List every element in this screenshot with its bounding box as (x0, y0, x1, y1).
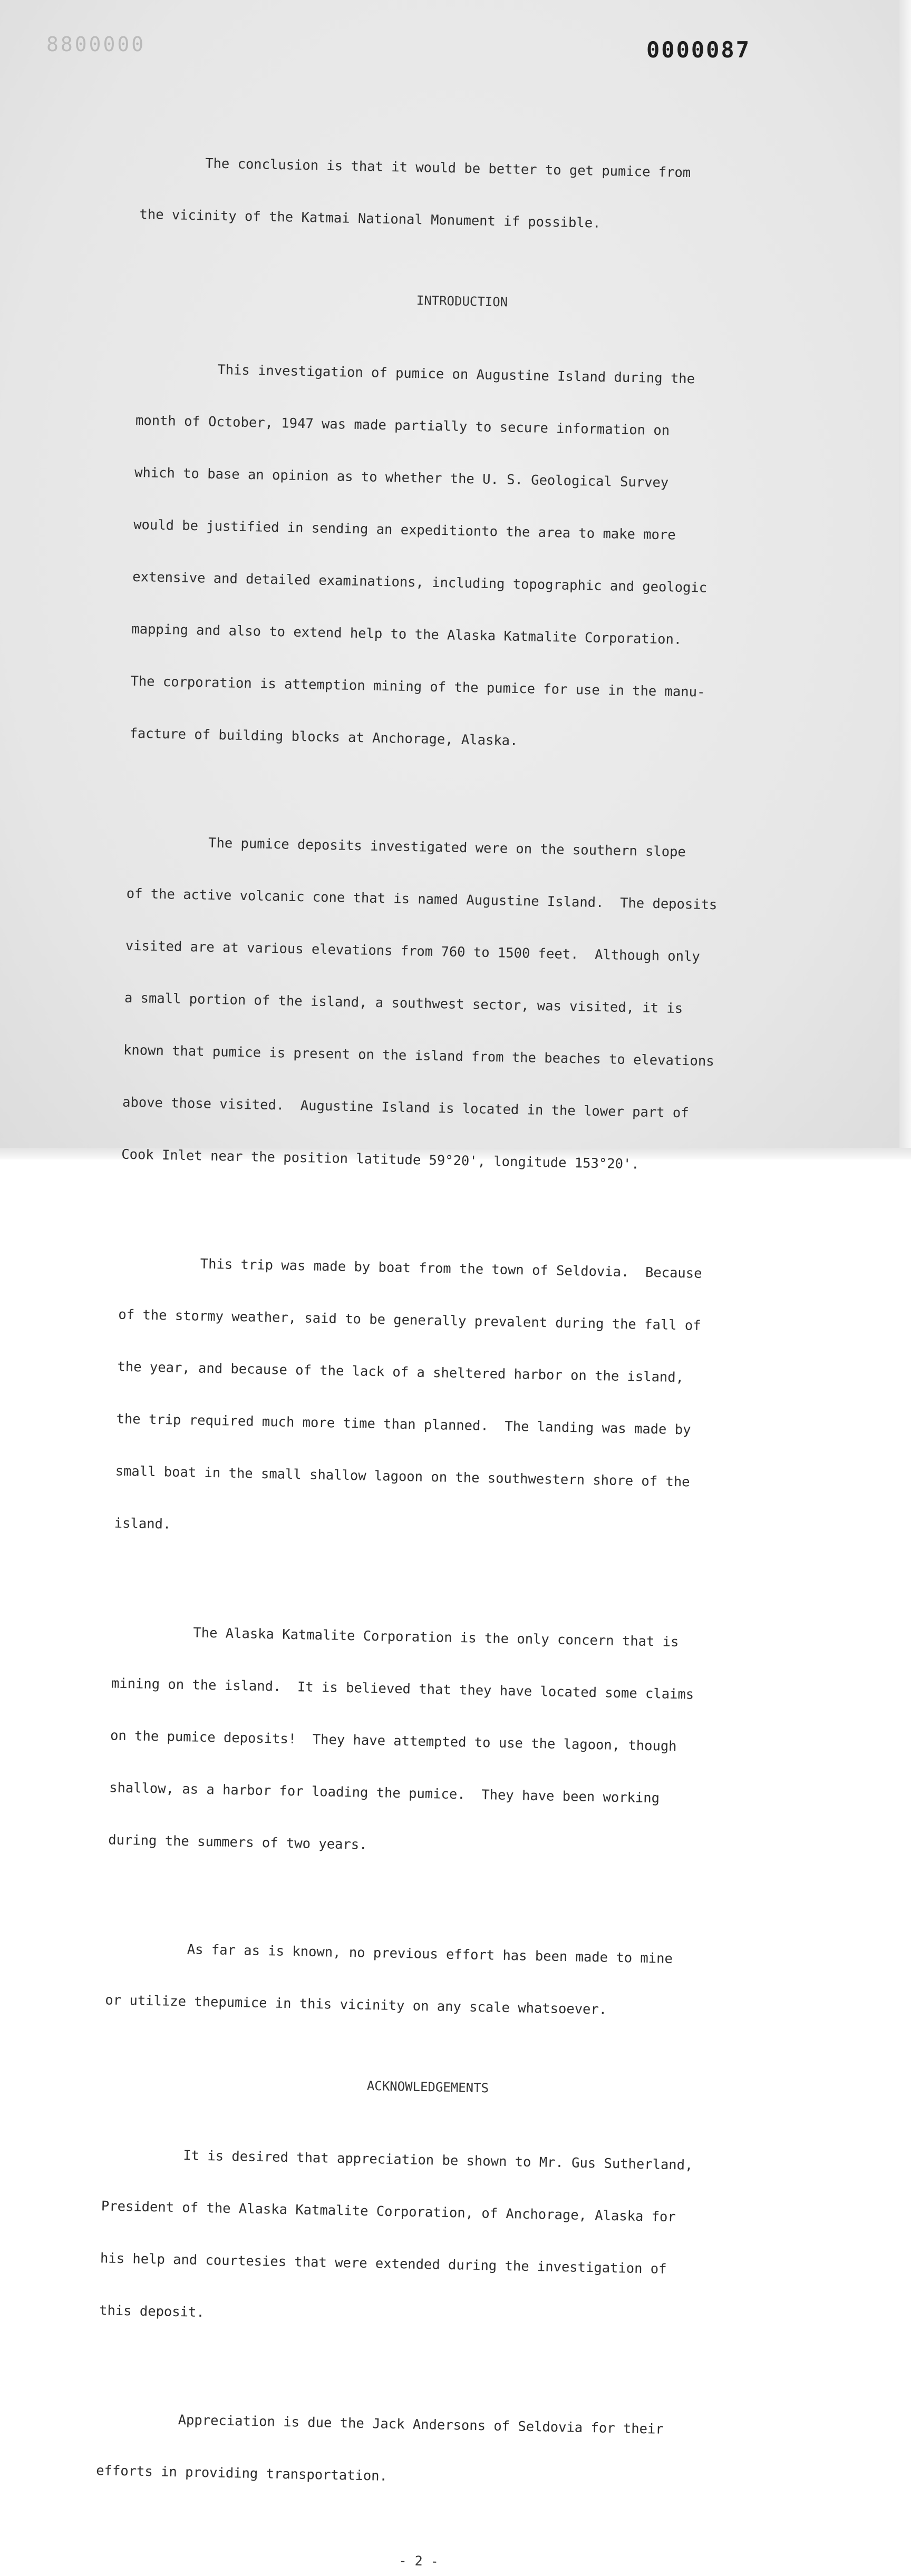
text-line: The conclusion is that it would be better to get pumice from (140, 154, 691, 181)
page-number: - 2 - (399, 2553, 439, 2569)
text-line: or utilize thepumice in this vicinity on any scale whatsoever. (105, 1992, 607, 2018)
introduction-heading: INTRODUCTION (416, 293, 508, 310)
text-line: his help and courtesies that were extended during the investigation of (100, 2250, 667, 2277)
text-line: known that pumice is present on the island from the beaches to elevations (123, 1042, 714, 1070)
page-edge-right (899, 0, 911, 1159)
text-line: the year, and because of the lack of a sheltered harbor on the island, (117, 1359, 684, 1386)
intro-paragraph-2 (121, 798, 777, 1211)
text-line: The corporation is attemption mining of the pumice for use in the manu- (130, 673, 705, 700)
text-line: Cook Inlet near the position latitude 59°20', longitude 153°20'. (121, 1146, 639, 1173)
text-line: the trip required much more time than planned. The landing was made by (116, 1411, 691, 1438)
text-line: on the pumice deposits! They have attempted to use the lagoon, though (110, 1728, 677, 1755)
text-line: the vicinity of the Katmai National Monument if possible. (139, 206, 601, 231)
document-number: 0000087 (646, 37, 751, 63)
text-line: a small portion of the island, a southwest sector, was visited, it is (124, 990, 683, 1017)
text-line: President of the Alaska Katmalite Corporation, of Anchorage, Alaska for (101, 2198, 676, 2226)
intro-paragraph-4 (108, 1588, 762, 1896)
text-line: island. (114, 1515, 171, 1533)
faded-stamp-number: 8800000 (46, 33, 146, 56)
text-line: during the summers of two years. (108, 1832, 367, 1853)
text-line: It is desired that appreciation be shown to Mr. Gus Sutherland, (102, 2146, 693, 2173)
intro-paragraph-5 (104, 1905, 755, 2056)
text-line: facture of building blocks at Anchorage, Alaska. (129, 725, 518, 749)
text-line: mapping and also to extend help to the Alaska Katmalite Corporation. (131, 621, 682, 648)
text-line: of the active volcanic cone that is named Augustine Island. The deposits (126, 885, 718, 913)
text-line: above those visited. Augustine Island is located in the lower part of (122, 1094, 689, 1121)
intro-paragraph-1 (129, 325, 786, 789)
text-line: This investigation of pumice on Augustine Island during the (136, 360, 695, 387)
text-line: extensive and detailed examinations, including topographic and geologic (132, 569, 708, 596)
text-line: which to base an opinion as to whether the U. S. Geological Survey (134, 464, 669, 491)
page-body (94, 119, 790, 2576)
conclusion-paragraph (139, 119, 790, 271)
text-line: Appreciation is due the Jack Andersons of Seldovia for their (96, 2411, 664, 2437)
acknowledgements-heading: ACKNOWLEDGEMENTS (366, 2078, 489, 2096)
text-line: month of October, 1947 was made partially to secure information on (135, 412, 670, 439)
text-line: The pumice deposits investigated were on the southern slope (127, 833, 686, 861)
text-line: would be justified in sending an expeditionto the area to make more (133, 516, 676, 543)
text-line: efforts in providing transportation. (96, 2463, 388, 2484)
text-line: The Alaska Katmalite Corporation is the only concern that is (112, 1623, 679, 1651)
text-line: small boat in the small shallow lagoon on the southwestern shore of the (115, 1463, 690, 1490)
ack-paragraph-2 (95, 2375, 747, 2527)
text-line: This trip was made by boat from the town of Seldovia. Because (119, 1254, 702, 1282)
text-line: shallow, as a harbor for loading the pumice. They have been working (109, 1780, 660, 1807)
text-line: of the stormy weather, said to be generally prevalent during the fall of (118, 1306, 701, 1334)
intro-paragraph-3 (113, 1219, 768, 1579)
text-line: mining on the island. It is believed that they have located some claims (111, 1675, 694, 1703)
text-line: As far as is known, no previous effort has been made to mine (106, 1940, 673, 1967)
text-line: visited are at various elevations from 760 to 1500 feet. Although only (125, 938, 700, 965)
text-line: this deposit. (99, 2302, 205, 2321)
ack-paragraph-1 (99, 2111, 752, 2367)
